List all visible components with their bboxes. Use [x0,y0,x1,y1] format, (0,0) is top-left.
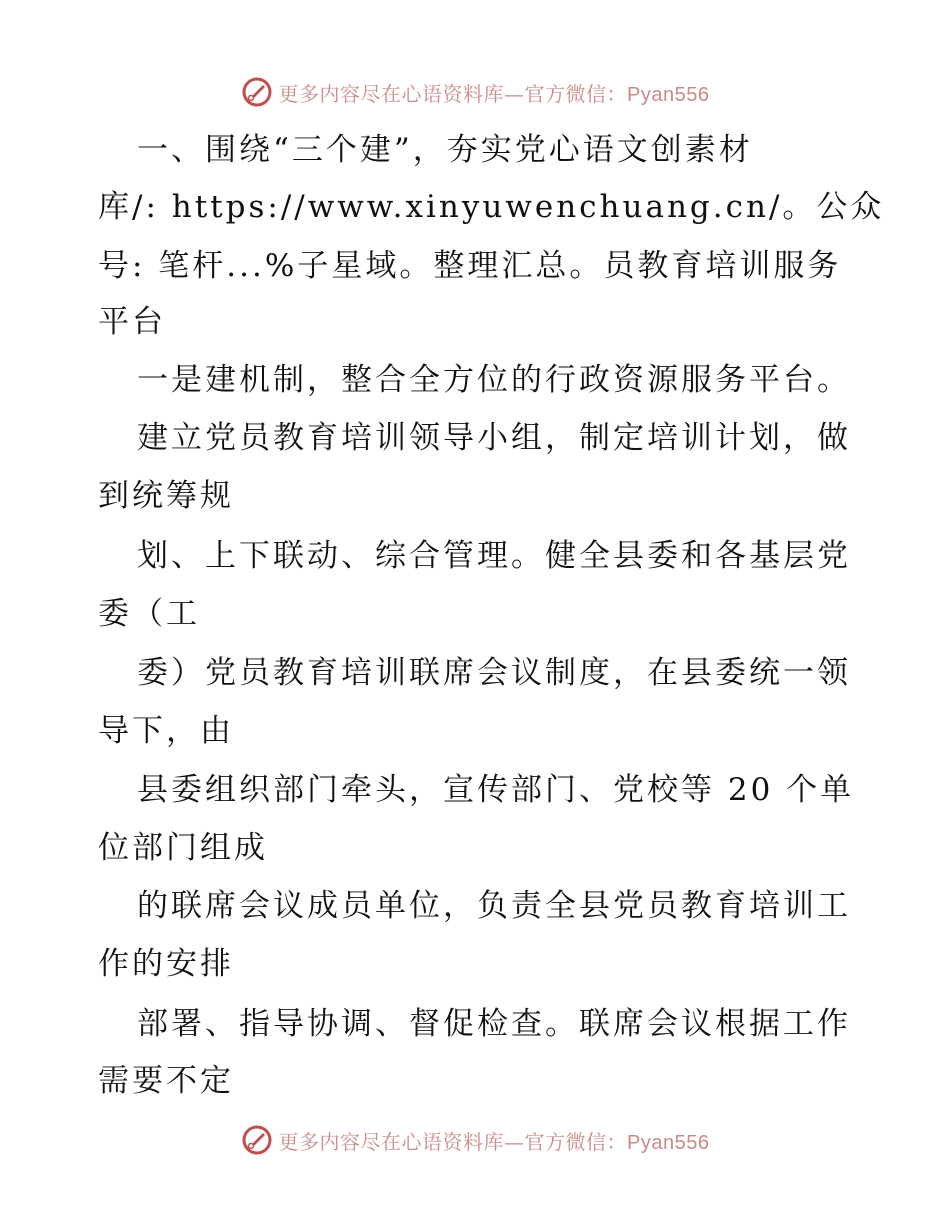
watermark-text-cn: 更多内容尽在心语资料库—官方微信： [278,81,628,106]
text-line: 县委组织部门牵头，宣传部门、党校等 20 个单 [137,772,855,808]
text-line: 需要不定 [98,1063,234,1099]
text-line: 委）党员教育培训联席会议制度，在县委统一领 [137,655,851,691]
text-line: 平台 [98,304,166,340]
text-line: 库/: https://www.xinyuwenchuang.cn/。公众 [98,189,885,225]
text-line: 的联席会议成员单位，负责全县党员教育培训工 [137,888,851,924]
text-line: 到统筹规 [98,478,234,514]
watermark-text-cn: 更多内容尽在心语资料库—官方微信： [278,1129,628,1154]
text-line: 作的安排 [98,946,234,982]
watermark-wechat-id: Pyan556 [627,1131,710,1154]
text-line: 一是建机制，整合全方位的行政资源服务平台。 [137,362,851,398]
text-line: 号: 笔杆...%子星域。整理汇总。员教育培训服务 [98,248,842,284]
text-line: 划、上下联动、综合管理。健全县委和各基层党 [137,538,851,574]
text-line: 部署、指导协调、督促检查。联席会议根据工作 [137,1006,851,1042]
watermark-text [279,1126,710,1155]
brand-logo-icon [241,1124,273,1156]
text-line: 建立党员教育培训领导小组，制定培训计划，做 [137,420,851,456]
watermark-wechat-id: Pyan556 [627,83,710,106]
text-line: 位部门组成 [98,830,268,866]
footer-watermark [0,1120,950,1160]
text-line: 导下，由 [98,713,234,749]
text-line: 一、围绕“三个建”，夯实党心语文创素材 [137,132,753,168]
text-line: 委（工 [98,596,200,632]
